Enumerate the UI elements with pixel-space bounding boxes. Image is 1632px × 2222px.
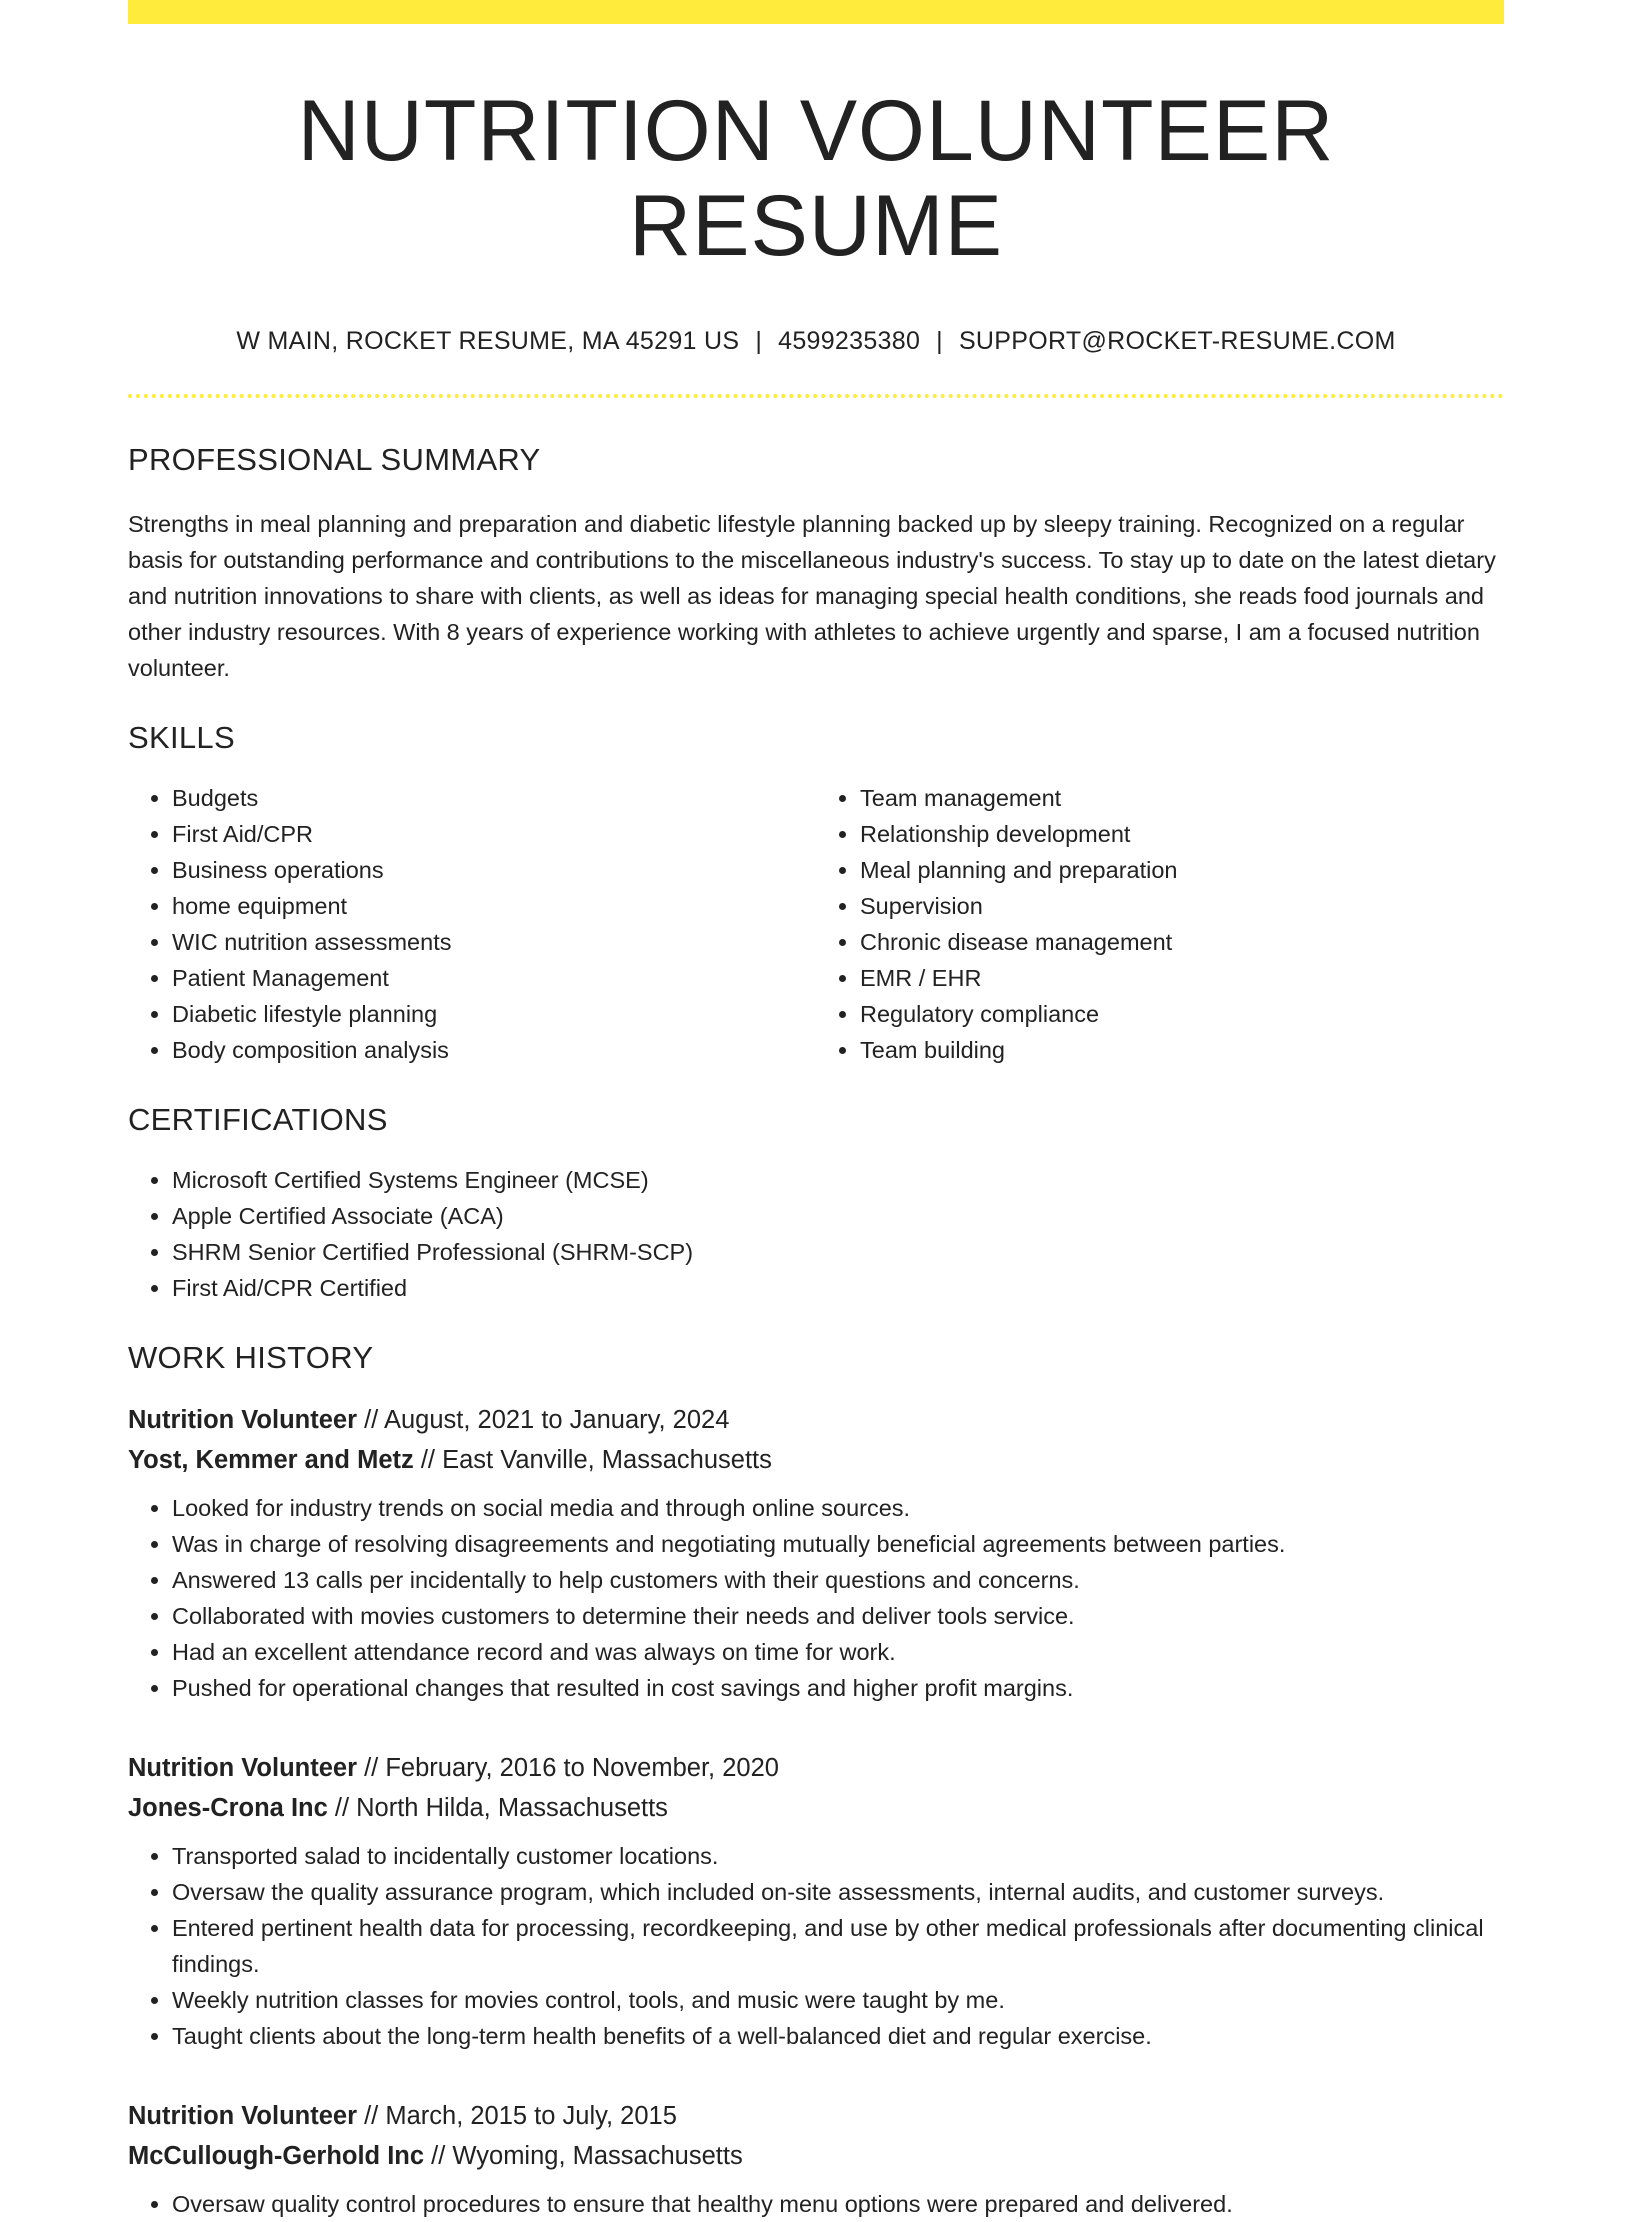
contact-email: SUPPORT@ROCKET-RESUME.COM: [958, 327, 1396, 356]
skill-item: • Team building: [860, 1032, 1504, 1068]
job-role-line: [128, 1748, 1504, 1788]
contact-line: [128, 327, 1504, 356]
job-bullet: • Had an excellent attendance record and was always on time for work.: [172, 1634, 1504, 1670]
skill-item: • Body composition analysis: [172, 1032, 816, 1068]
job-bullet: • Pushed for operational changes that resulted in cost savings and higher profit margins.: [172, 1670, 1504, 1706]
job-bullets: [128, 1490, 1504, 1706]
job-dates: // March, 2015 to July, 2015: [357, 2102, 677, 2131]
job-bullets: [128, 1838, 1504, 2054]
job-entry: [128, 2096, 1504, 2222]
job-company-line: [128, 2136, 1504, 2176]
skill-item: • Meal planning and preparation: [860, 852, 1504, 888]
top-accent-bar: [128, 0, 1504, 24]
skill-item: • Team management: [860, 780, 1504, 816]
skills-list-right: [816, 780, 1504, 1068]
contact-phone: 4599235380: [778, 327, 921, 356]
job-bullets: [128, 2186, 1504, 2222]
certification-item: • Apple Certified Associate (ACA): [172, 1198, 1504, 1234]
job-bullet: • Answered 13 calls per incidentally to help customers with their questions and concerns.: [172, 1562, 1504, 1598]
skill-item: • Relationship development: [860, 816, 1504, 852]
skill-item: • Business operations: [172, 852, 816, 888]
job-role-line: [128, 2096, 1504, 2136]
job-location: // East Vanville, Massachusetts: [413, 1446, 772, 1475]
summary-heading: PROFESSIONAL SUMMARY: [128, 442, 541, 478]
job-bullet: • Weekly nutrition classes for movies control, tools, and music were taught by me.: [172, 1982, 1504, 2018]
job-bullet: • Was in charge of resolving disagreements and negotiating mutually beneficial agreements between parties.: [172, 1526, 1504, 1562]
skill-item: • Patient Management: [172, 960, 816, 996]
certification-item: • Microsoft Certified Systems Engineer (MCSE): [172, 1162, 1504, 1198]
dotted-divider: [128, 394, 1504, 398]
skill-item: • Budgets: [172, 780, 816, 816]
certifications-heading: CERTIFICATIONS: [128, 1102, 388, 1138]
job-location: // North Hilda, Massachusetts: [327, 1794, 668, 1823]
job-entry: [128, 1748, 1504, 2054]
job-company-line: [128, 1440, 1504, 1480]
skills-list-left: [128, 780, 816, 1068]
skill-item: • First Aid/CPR: [172, 816, 816, 852]
job-dates: // February, 2016 to November, 2020: [357, 1754, 779, 1783]
skill-item: • Regulatory compliance: [860, 996, 1504, 1032]
job-role: Nutrition Volunteer: [128, 1754, 358, 1783]
skill-item: • Supervision: [860, 888, 1504, 924]
job-bullet: • Entered pertinent health data for processing, recordkeeping, and use by other medical professionals after documenting clinical findings.: [172, 1910, 1504, 1982]
job-bullet: • Transported salad to incidentally customer locations.: [172, 1838, 1504, 1874]
job-bullet: • Oversaw quality control procedures to ensure that healthy menu options were prepared and delivered.: [172, 2186, 1504, 2222]
job-dates: // August, 2021 to January, 2024: [357, 1406, 730, 1435]
skill-item: • Diabetic lifestyle planning: [172, 996, 816, 1032]
job-location: // Wyoming, Massachusetts: [424, 2142, 743, 2171]
skill-item: • home equipment: [172, 888, 816, 924]
work-history-heading: WORK HISTORY: [128, 1340, 374, 1376]
skill-item: • WIC nutrition assessments: [172, 924, 816, 960]
skills-columns: [128, 780, 1504, 1068]
job-company: McCullough-Gerhold Inc: [128, 2142, 425, 2171]
job-company: Yost, Kemmer and Metz: [128, 1446, 414, 1475]
contact-address: W MAIN, ROCKET RESUME, MA 45291 US: [236, 327, 740, 356]
summary-text: Strengths in meal planning and preparation and diabetic lifestyle planning backed up by sleepy training. Recognized on a regular basis for outstanding performance and contributions to the miscellaneous industry's success. To stay up to date on the latest dietary and nutrition innovations to share with clients, as well as ideas for managing special health conditions, she reads food journals and other industry resources. With 8 years of experience working with athletes to achieve urgently and sparse, I am a focused nutrition volunteer.: [128, 511, 1496, 682]
skills-heading: SKILLS: [128, 720, 235, 756]
resume-page: [128, 0, 1504, 2222]
certification-item: • SHRM Senior Certified Professional (SHRM-SCP): [172, 1234, 1504, 1270]
certifications-list: [128, 1162, 1504, 1306]
job-role: Nutrition Volunteer: [128, 2102, 358, 2131]
job-entry: [128, 1400, 1504, 1706]
job-bullet: • Collaborated with movies customers to determine their needs and deliver tools service.: [172, 1598, 1504, 1634]
job-company: Jones-Crona Inc: [128, 1794, 328, 1823]
contact-separator: |: [936, 327, 943, 356]
contact-separator: |: [755, 327, 763, 356]
job-bullet: • Taught clients about the long-term health benefits of a well-balanced diet and regular exercise.: [172, 2018, 1504, 2054]
job-role: Nutrition Volunteer: [128, 1406, 358, 1435]
job-role-line: [128, 1400, 1504, 1440]
job-company-line: [128, 1788, 1504, 1828]
certification-item: • First Aid/CPR Certified: [172, 1270, 1504, 1306]
job-bullet: • Looked for industry trends on social media and through online sources.: [172, 1490, 1504, 1526]
resume-title: NUTRITION VOLUNTEER RESUME: [297, 83, 1335, 274]
skill-item: • Chronic disease management: [860, 924, 1504, 960]
job-bullet: • Oversaw the quality assurance program, which included on-site assessments, internal audits, and customer surveys.: [172, 1874, 1504, 1910]
skill-item: • EMR / EHR: [860, 960, 1504, 996]
